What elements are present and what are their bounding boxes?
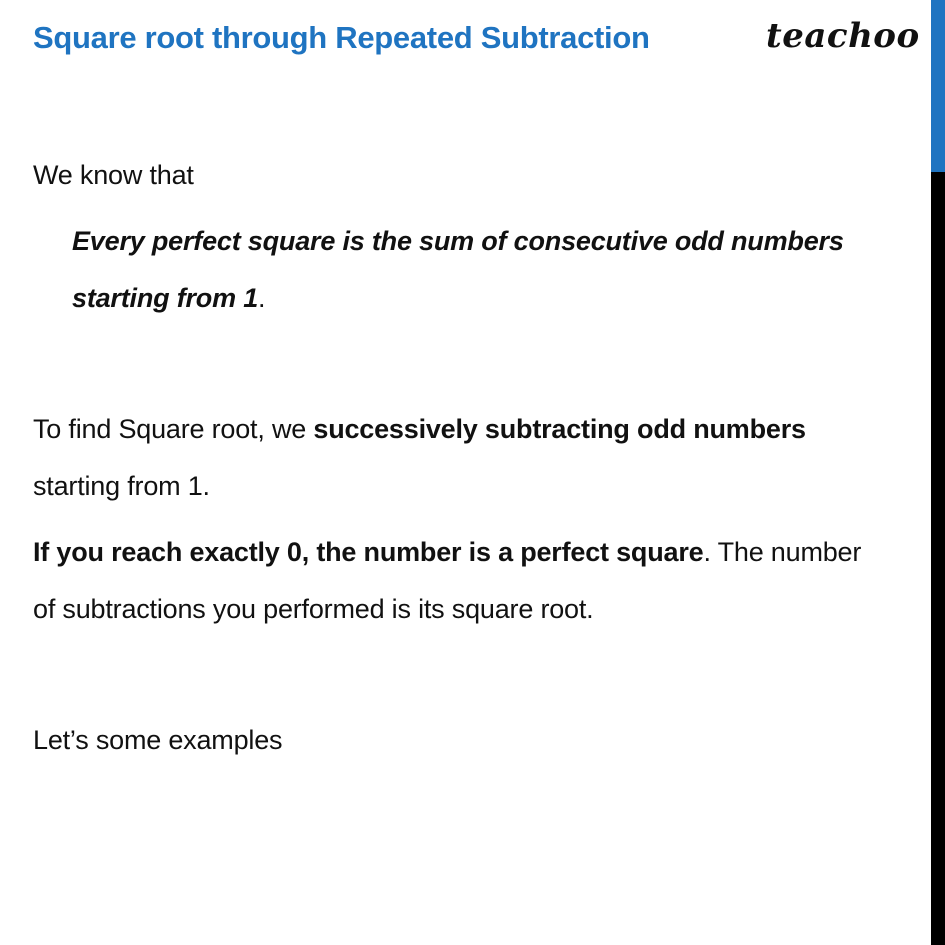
method-bold: successively subtracting odd numbers (313, 414, 806, 444)
fact-line-2-bold: starting from 1 (72, 283, 259, 313)
rule-line-1 (33, 536, 861, 568)
fact-line-1: Every perfect square is the sum of consecutive odd numbers (72, 226, 844, 256)
intro-text: We know that (33, 160, 194, 190)
method-prefix: To find Square root, we (33, 414, 314, 444)
rule-rest: . The number (703, 537, 862, 567)
method-line-1 (33, 413, 806, 445)
rule-bold: If you reach exactly 0, the number is a perfect square (33, 537, 704, 567)
page-title: Square root through Repeated Subtraction (33, 20, 650, 55)
sidebar-bar (931, 0, 945, 945)
examples-text: Let’s some examples (33, 725, 283, 755)
rule-line-2: of subtractions you performed is its square root. (33, 594, 594, 624)
teachoo-logo: teachoo (766, 16, 920, 56)
method-line-2: starting from 1. (33, 471, 210, 501)
sidebar-accent (931, 0, 945, 172)
fact-period: . (258, 283, 266, 313)
fact-line-2 (72, 282, 265, 314)
